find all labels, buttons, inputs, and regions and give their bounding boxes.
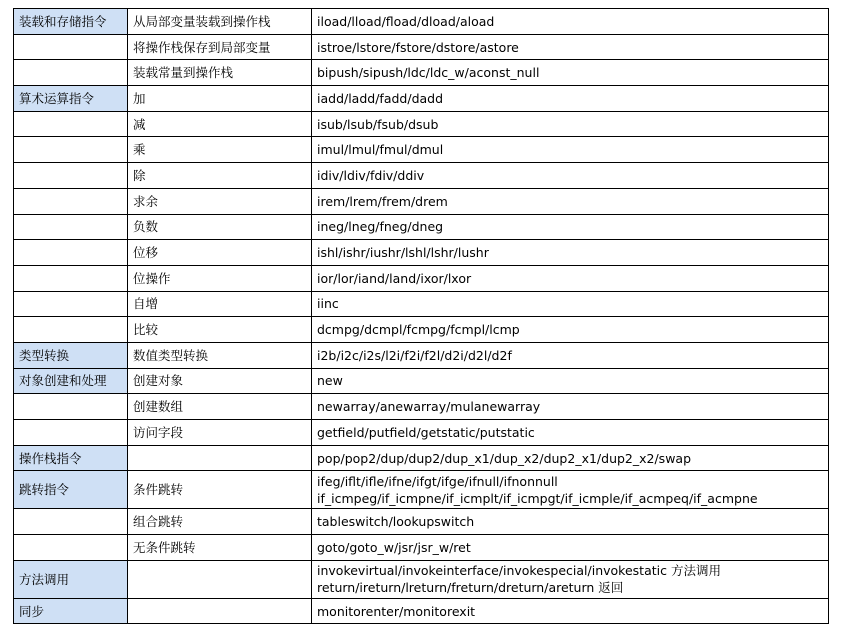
category-cell [14,240,128,266]
instruction-line: ineg/lneg/fneg/dneg [317,219,444,235]
table-row [14,342,829,368]
operation-cell: 比较 [128,317,312,343]
operation-cell: 创建对象 [128,368,312,394]
instruction-line: idiv/ldiv/fdiv/ddiv [317,167,425,183]
category-cell [14,291,128,317]
table-row [14,445,829,471]
instructions-cell [312,265,829,291]
instruction-line: bipush/sipush/ldc/ldc_w/aconst_null [317,65,540,81]
instruction-line: irem/lrem/frem/drem [317,193,448,209]
instructions-cell [312,445,829,471]
category-cell [14,265,128,291]
table-row [14,60,829,86]
category-cell: 操作栈指令 [14,445,128,471]
operation-cell [128,598,312,624]
operation-cell: 负数 [128,214,312,240]
table-row [14,240,829,266]
operation-cell: 将操作栈保存到局部变量 [128,34,312,60]
instruction-line: ifeg/iflt/ifle/ifne/ifgt/ifge/ifnull/ifnonnull [317,473,558,489]
instruction-line: i2b/i2c/i2s/l2i/f2i/f2l/d2i/d2l/d2f [317,347,512,363]
category-cell: 跳转指令 [14,471,128,509]
instructions-cell [312,34,829,60]
operation-cell: 加 [128,86,312,112]
category-cell: 类型转换 [14,342,128,368]
operation-cell: 除 [128,163,312,189]
instructions-cell [312,111,829,137]
instructions-cell [312,535,829,561]
instruction-line: isub/lsub/fsub/dsub [317,116,439,132]
operation-cell: 求余 [128,188,312,214]
instruction-line: invokevirtual/invokeinterface/invokespecial/invokestatic 方法调用 [317,563,721,579]
category-cell: 对象创建和处理 [14,368,128,394]
table-row [14,111,829,137]
instruction-line: if_icmpeg/if_icmpne/if_icmplt/if_icmpgt/if_icmple/if_acmpeq/if_acmpne [317,490,758,506]
table-row [14,368,829,394]
instructions-cell [312,471,829,509]
instruction-line: dcmpg/dcmpl/fcmpg/fcmpl/lcmp [317,322,520,338]
table-row [14,214,829,240]
table-row [14,291,829,317]
operation-cell: 访问字段 [128,420,312,446]
instructions-cell [312,598,829,624]
table-row [14,420,829,446]
operation-cell [128,445,312,471]
instructions-cell [312,137,829,163]
instructions-cell [312,86,829,112]
table-row [14,137,829,163]
operation-cell: 自增 [128,291,312,317]
instructions-cell [312,60,829,86]
operation-cell: 装载常量到操作栈 [128,60,312,86]
instruction-line: return/ireturn/lreturn/freturn/dreturn/areturn 返回 [317,580,624,596]
instructions-cell [312,317,829,343]
table-row [14,535,829,561]
instructions-cell [312,9,829,35]
instruction-line: getfield/putfield/getstatic/putstatic [317,424,535,440]
category-cell: 装载和存储指令 [14,9,128,35]
category-cell [14,188,128,214]
instructions-cell [312,394,829,420]
instruction-table-body [14,9,829,624]
operation-cell: 数值类型转换 [128,342,312,368]
operation-cell: 无条件跳转 [128,535,312,561]
table-row [14,560,829,598]
operation-cell: 组合跳转 [128,509,312,535]
instruction-line: ishl/ishr/iushr/lshl/lshr/lushr [317,245,489,261]
instruction-line: tableswitch/lookupswitch [317,514,475,530]
table-row [14,471,829,509]
instruction-line: pop/pop2/dup/dup2/dup_x1/dup_x2/dup2_x1/dup2_x2/swap [317,450,692,466]
category-cell [14,111,128,137]
operation-cell: 从局部变量装载到操作栈 [128,9,312,35]
category-cell: 算术运算指令 [14,86,128,112]
operation-cell: 条件跳转 [128,471,312,509]
instruction-table [13,8,829,624]
instruction-line: ior/lor/iand/land/ixor/lxor [317,270,472,286]
operation-cell: 位操作 [128,265,312,291]
instruction-line: iadd/ladd/fadd/dadd [317,90,444,106]
instruction-line: iinc [317,296,339,312]
category-cell: 方法调用 [14,560,128,598]
category-cell [14,317,128,343]
table-row [14,509,829,535]
category-cell [14,535,128,561]
instruction-line: newarray/anewarray/mulanewarray [317,399,541,415]
operation-cell: 位移 [128,240,312,266]
instructions-cell [312,342,829,368]
instructions-cell [312,420,829,446]
operation-cell: 创建数组 [128,394,312,420]
instructions-cell [312,368,829,394]
category-cell [14,509,128,535]
category-cell [14,34,128,60]
category-cell [14,420,128,446]
category-cell [14,163,128,189]
table-row [14,163,829,189]
category-cell: 同步 [14,598,128,624]
category-cell [14,60,128,86]
instructions-cell [312,560,829,598]
operation-cell [128,560,312,598]
category-cell [14,137,128,163]
instructions-cell [312,291,829,317]
instruction-line: iload/lload/fload/dload/aload [317,13,495,29]
table-row [14,34,829,60]
table-row [14,394,829,420]
category-cell [14,394,128,420]
operation-cell: 乘 [128,137,312,163]
instructions-cell [312,214,829,240]
cropped-caption [0,629,844,636]
table-row [14,188,829,214]
table-row [14,265,829,291]
instructions-cell [312,240,829,266]
operation-cell: 减 [128,111,312,137]
table-row [14,86,829,112]
instruction-line: goto/goto_w/jsr/jsr_w/ret [317,539,471,555]
instruction-line: imul/lmul/fmul/dmul [317,142,444,158]
instruction-line: monitorenter/monitorexit [317,603,476,619]
table-row [14,317,829,343]
table-row [14,9,829,35]
category-cell [14,214,128,240]
instructions-cell [312,509,829,535]
instructions-cell [312,163,829,189]
table-row [14,598,829,624]
instruction-line: new [317,373,343,389]
instruction-line: istroe/lstore/fstore/dstore/astore [317,39,519,55]
instructions-cell [312,188,829,214]
